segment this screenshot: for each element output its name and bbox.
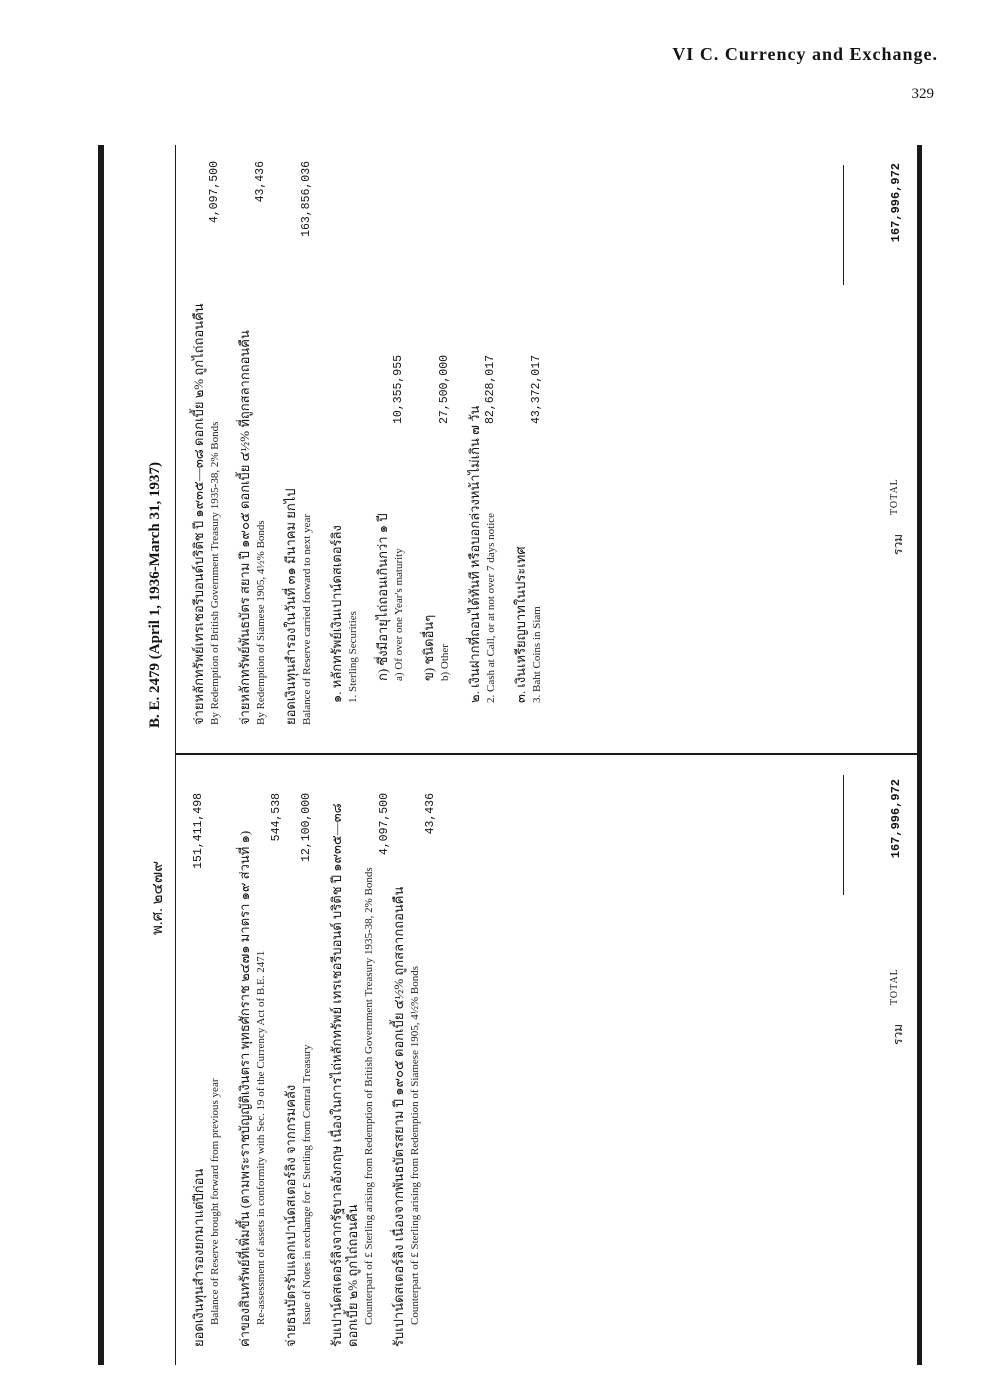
breakdown-amount: 43,372,017 bbox=[530, 355, 543, 425]
receipts-total-value: 167,996,972 bbox=[889, 779, 903, 859]
receipts-total-rule bbox=[843, 775, 844, 895]
breakdown-en: 1. Sterling Securities bbox=[347, 611, 359, 703]
breakdown-row bbox=[375, 155, 407, 725]
receipt-amount: 4,097,500 bbox=[378, 793, 391, 856]
receipt-row bbox=[191, 787, 223, 1347]
breakdown-row bbox=[329, 155, 361, 725]
breakdown-en: 2. Cash at Call, or at not over 7 days notice bbox=[485, 512, 497, 703]
receipt-row bbox=[283, 787, 315, 1347]
breakdown-amount: 82,628,017 bbox=[484, 355, 497, 425]
payment-en: By Redemption of Siamese 1905, 4½% Bonds bbox=[255, 520, 267, 725]
breakdown-en: b) Other bbox=[439, 644, 451, 681]
be-year-thai: พ.ศ. ๒๔๗๙ bbox=[150, 860, 166, 935]
receipts-total-label-en: TOTAL bbox=[889, 968, 900, 1005]
receipt-amount: 544,538 bbox=[270, 793, 283, 842]
receipt-en: Re-assessment of assets in conformity with Sec. 19 of the Currency Act of B.E. 2471 bbox=[255, 950, 267, 1325]
payment-row bbox=[191, 155, 223, 725]
receipt-row bbox=[329, 787, 391, 1347]
payments-total-rule bbox=[843, 165, 844, 285]
receipt-amount: 43,436 bbox=[424, 793, 437, 835]
top-rule bbox=[101, 145, 104, 1365]
payment-row bbox=[237, 155, 269, 725]
receipt-th: ยอดเงินทุนสำรองยกมาแต่ปีก่อน bbox=[191, 1168, 206, 1347]
receipt-amount: 151,411,498 bbox=[192, 793, 205, 869]
payments-column bbox=[191, 155, 545, 725]
payments-total-value: 167,996,972 bbox=[889, 163, 903, 243]
receipt-row bbox=[391, 787, 437, 1347]
payment-th: ยอดเงินทุนสำรองในวันที่ ๓๑ มีนาคม ยกไป bbox=[283, 488, 298, 725]
breakdown-th: ๑. หลักทรัพย์เงินเปาน์ดสเตอร์ลิง bbox=[329, 525, 344, 703]
breakdown-amount: 27,500,000 bbox=[438, 355, 451, 425]
payment-amount: 43,436 bbox=[254, 161, 267, 203]
payment-th: จ่ายหลักทรัพย์พันธบัตร สยาม ปี ๑๙๐๕ ดอกเบี้ย ๔½% ที่ถูกสลากถอนคืน bbox=[237, 330, 252, 725]
receipt-en: Balance of Reserve brought forward from previous year bbox=[209, 1078, 221, 1325]
payment-amount: 163,856,036 bbox=[300, 161, 313, 237]
payments-total-row bbox=[889, 145, 909, 755]
payment-en: Balance of Reserve carried forward to next year bbox=[301, 513, 313, 725]
rotated-ledger-sheet bbox=[101, 145, 923, 1365]
receipt-th: จ่ายธนบัตรรับแลกเปาน์ดสเตอร์ลิง จากกรมคลัง bbox=[283, 1084, 298, 1347]
receipt-row bbox=[237, 787, 283, 1347]
receipt-en: Counterpart of £ Sterling arising from Redemption of British Government Treasury 1935-38, 2% Bonds bbox=[363, 867, 375, 1325]
payment-en: By Redemption of British Government Treasury 1935-38, 2% Bonds bbox=[209, 421, 221, 725]
receipts-column bbox=[191, 787, 437, 1347]
column-divider bbox=[175, 753, 919, 755]
payments-total-label-en: TOTAL bbox=[889, 478, 900, 515]
heading-rule bbox=[175, 145, 176, 1365]
breakdown-amount: 10,355,955 bbox=[392, 355, 405, 425]
breakdown-row bbox=[421, 155, 453, 725]
payment-amount: 4,097,500 bbox=[208, 161, 221, 224]
receipts-total-label-th: รวม bbox=[891, 1023, 905, 1045]
payments-total-label-th: รวม bbox=[891, 533, 905, 555]
payment-th: จ่ายหลักทรัพย์เทรเชอรีบอนด์บริติช ปี ๑๙๓๕—๓๘ ดอกเบี้ย ๒% ถูกไถ่ถอนคืน bbox=[191, 303, 206, 725]
breakdown-th: ก) ซึ่งมีอายุไถ่ถอนเกินกว่า ๑ ปี bbox=[375, 513, 390, 681]
breakdown-en: a) Of over one Year's maturity bbox=[393, 548, 405, 681]
breakdown-row bbox=[513, 155, 545, 725]
section-title: VI C. Currency and Exchange. bbox=[672, 44, 938, 64]
payment-row bbox=[283, 155, 315, 725]
breakdown-th: ๓. เงินเหรียญบาทในประเทศ bbox=[513, 546, 528, 703]
receipt-amount: 12,100,000 bbox=[300, 793, 313, 863]
page-number: 329 bbox=[911, 86, 934, 102]
table-heading: B. E. 2479 (April 1, 1936-March 31, 1937) bbox=[147, 462, 163, 728]
bottom-rule bbox=[919, 145, 922, 1365]
receipt-en: Issue of Notes in exchange for £ Sterling from Central Treasury bbox=[301, 1044, 313, 1325]
receipt-th: รับเปาน์ดสเตอร์ลิง เนื่องจากพันธบัตรสยาม ปี ๑๙๐๕ ดอกเบี้ย ๔½% ถูกสลากถอนคืน bbox=[391, 886, 406, 1347]
breakdown-th: ข) ชนิดอื่นๆ bbox=[421, 614, 436, 681]
breakdown-row bbox=[467, 155, 499, 725]
receipt-th: ค่าของสินทรัพย์ที่เพิ่มขึ้น (ตามพระราชบัญญัติเงินตรา พุทธศักราช ๒๔๗๑ มาตรา ๑๙ ส่วนที่ ๑) bbox=[237, 830, 252, 1347]
ledger-table-frame bbox=[98, 145, 920, 1365]
breakdown-en: 3. Baht Coins in Siam bbox=[531, 606, 543, 703]
receipt-th: รับเปาน์ดสเตอร์ลิงจากรัฐบาลอังกฤษ เนื่องในการไถ่หลักทรัพย์ เทรเชอรีบอนด์ บริติช ปี ๑๙๓๕—๓๘ ดอกเบี้ย ๒% ถูกไถ่ถอนคืน bbox=[329, 803, 360, 1347]
receipts-total-row bbox=[889, 755, 909, 1365]
breakdown-th: ๒. เงินฝากที่ถอนได้ทันที หรือบอกล่วงหน้าไม่เกิน ๗ วัน bbox=[467, 405, 482, 703]
receipt-en: Counterpart of £ Sterling arising from Redemption of Siamese 1905, 4½% Bonds bbox=[409, 966, 421, 1325]
